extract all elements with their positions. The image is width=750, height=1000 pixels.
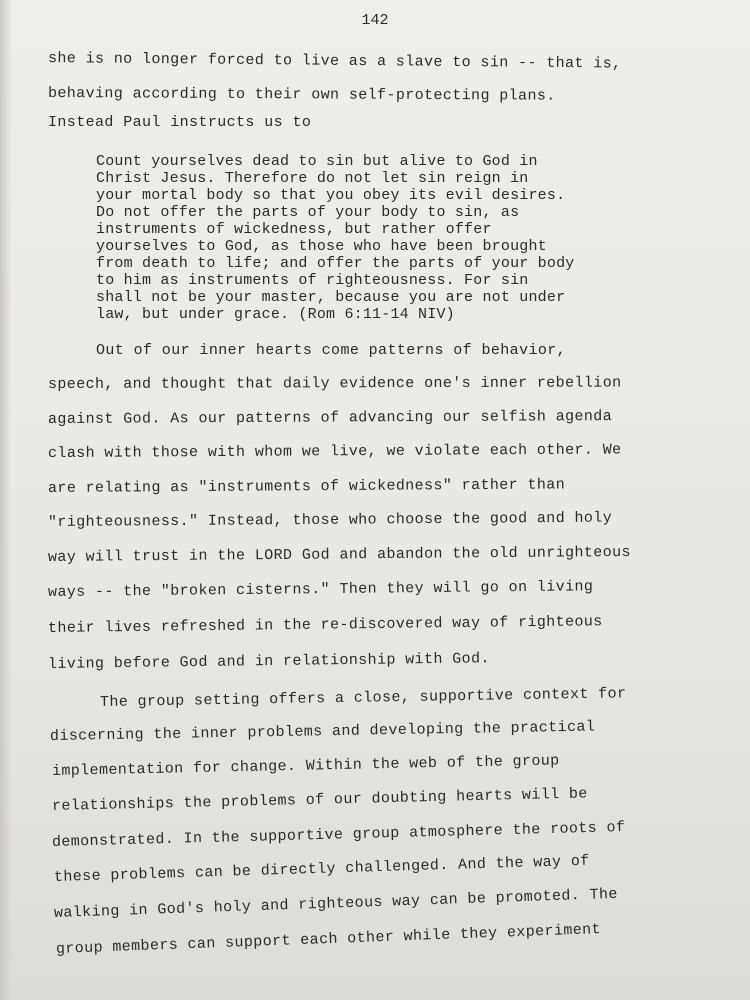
quote-line: your mortal body so that you obey its evil desires.: [96, 187, 566, 204]
paragraph2-line: The group setting offers a close, supportive context for: [99, 685, 627, 711]
paragraph1-line: are relating as "instruments of wickedness" rather than: [47, 476, 566, 497]
paragraph1-line: "righteousness." Instead, those who choose the good and holy: [47, 509, 613, 531]
quote-line: instruments of wickedness, but rather offer: [96, 221, 492, 238]
quote-line: shall not be your master, because you are not under: [96, 289, 566, 306]
paragraph1-line: speech, and thought that daily evidence one's inner rebellion: [47, 374, 622, 393]
quote-line: from death to life; and offer the parts of your body: [96, 255, 575, 272]
paragraph2-line: discerning the inner problems and developing the practical: [49, 718, 596, 745]
quote-line: Do not offer the parts of your body to sin, as: [96, 204, 520, 221]
paragraph2-line: group members can support each other while they experiment: [55, 921, 602, 958]
paragraph2-line: implementation for change. Within the web of the group: [51, 752, 560, 780]
intro-line-2: behaving according to their own self-protecting plans.: [47, 85, 556, 105]
quote-line: to him as instruments of righteousness. For sin: [96, 272, 529, 289]
quote-line: Count yourselves dead to sin but alive to God in: [96, 153, 538, 170]
page-number: 142: [361, 12, 389, 29]
paragraph1-line: living before God and in relationship with God.: [47, 650, 490, 673]
page-edge-shadow: [0, 0, 12, 1000]
paragraph2-line: demonstrated. In the supportive group atmosphere the roots of: [51, 818, 626, 851]
paragraph2-line: relationships the problems of our doubting hearts will be: [51, 785, 588, 815]
paragraph1-line: against God. As our patterns of advancing our selfish agenda: [47, 408, 613, 428]
intro-line-3: Instead Paul instructs us to: [48, 114, 312, 131]
scripture-block-quote: [96, 153, 574, 323]
paragraph1-line: their lives refreshed in the re-discovered way of righteous: [47, 613, 603, 637]
quote-line: yourselves to God, as those who have been brought: [96, 238, 547, 255]
paragraph1-line: ways -- the "broken cisterns." Then they will go on living: [47, 578, 594, 601]
paragraph1-line: way will trust in the LORD God and abandon the old unrighteous: [47, 543, 631, 566]
paragraph2-line: walking in God's holy and righteous way can be promoted. The: [53, 885, 619, 922]
quote-line: law, but under grace. (Rom 6:11-14 NIV): [96, 306, 455, 323]
intro-line-1: she is no longer forced to live as a slave to sin -- that is,: [47, 50, 622, 73]
paragraph1-line: Out of our inner hearts come patterns of behavior,: [96, 342, 567, 359]
paragraph2-line: these problems can be directly challenged. And the way of: [53, 852, 590, 886]
quote-line: Christ Jesus. Therefore do not let sin reign in: [96, 170, 529, 187]
paragraph1-line: clash with those with whom we live, we violate each other. We: [47, 441, 622, 462]
